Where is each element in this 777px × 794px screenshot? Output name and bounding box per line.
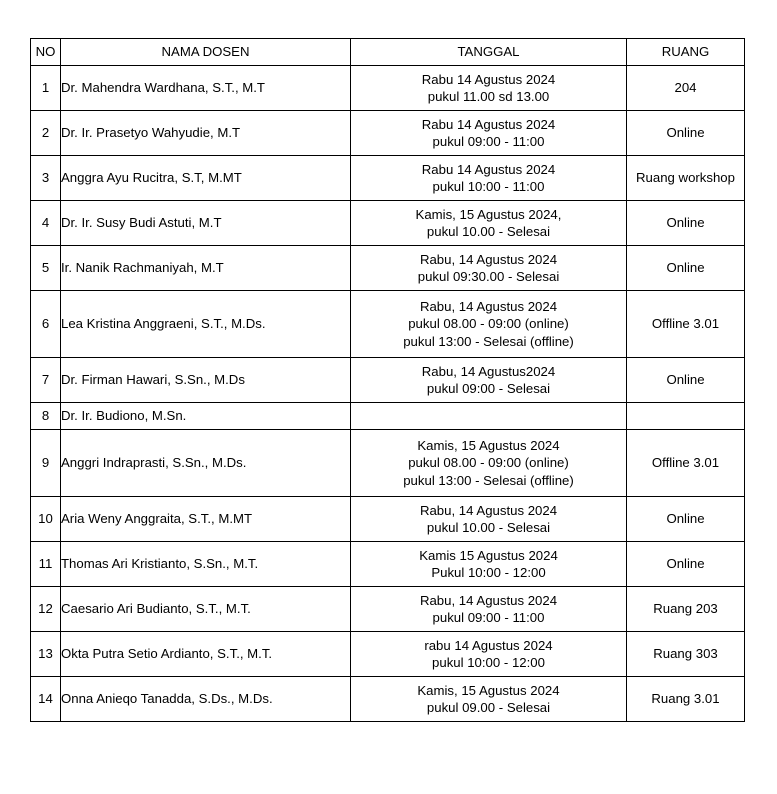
cell-nama-dosen: Anggri Indraprasti, S.Sn., M.Ds. — [61, 430, 351, 497]
cell-nama-dosen: Dr. Mahendra Wardhana, S.T., M.T — [61, 66, 351, 111]
tanggal-line: pukul 10:00 - 11:00 — [432, 179, 545, 194]
cell-tanggal — [351, 497, 627, 542]
tanggal-line: rabu 14 Agustus 2024 — [424, 637, 553, 653]
table-row — [31, 66, 745, 111]
cell-no: 14 — [31, 677, 61, 722]
schedule-table-body — [31, 39, 745, 722]
table-row — [31, 201, 745, 246]
table-header-row — [31, 39, 745, 66]
cell-no: 8 — [31, 403, 61, 430]
schedule-table-container — [30, 38, 744, 722]
table-row — [31, 587, 745, 632]
header-no: NO — [31, 39, 61, 66]
tanggal-line: pukul 09:00 - 11:00 — [432, 134, 545, 149]
cell-ruang: Online — [627, 111, 745, 156]
cell-no: 1 — [31, 66, 61, 111]
cell-ruang: Ruang 303 — [627, 632, 745, 677]
table-row — [31, 358, 745, 403]
cell-nama-dosen: Dr. Ir. Susy Budi Astuti, M.T — [61, 201, 351, 246]
tanggal-line: pukul 09.00 - Selesai — [426, 700, 551, 715]
cell-ruang: Online — [627, 542, 745, 587]
header-nama-dosen: NAMA DOSEN — [61, 39, 351, 66]
cell-ruang: Online — [627, 358, 745, 403]
tanggal-line: pukul 10.00 - Selesai — [426, 520, 551, 535]
schedule-table — [30, 38, 745, 722]
tanggal-line: Rabu, 14 Agustus 2024 — [419, 592, 558, 608]
header-tanggal: TANGGAL — [351, 39, 627, 66]
cell-ruang: Online — [627, 246, 745, 291]
cell-ruang: Ruang workshop — [627, 156, 745, 201]
tanggal-line: Rabu, 14 Agustus 2024 — [419, 251, 558, 267]
tanggal-line: Kamis, 15 Agustus 2024, — [415, 206, 562, 222]
cell-tanggal — [351, 201, 627, 246]
cell-no: 13 — [31, 632, 61, 677]
tanggal-line: Rabu 14 Agustus 2024 — [421, 161, 556, 177]
cell-nama-dosen: Dr. Ir. Budiono, M.Sn. — [61, 403, 351, 430]
cell-nama-dosen: Dr. Ir. Prasetyo Wahyudie, M.T — [61, 111, 351, 156]
table-row — [31, 111, 745, 156]
cell-tanggal — [351, 111, 627, 156]
cell-tanggal — [351, 430, 627, 497]
tanggal-line: pukul 10:00 - 12:00 — [432, 655, 545, 670]
tanggal-line: Kamis, 15 Agustus 2024 — [417, 437, 560, 453]
cell-ruang: Online — [627, 201, 745, 246]
tanggal-line: Rabu 14 Agustus 2024 — [421, 116, 556, 132]
cell-tanggal — [351, 358, 627, 403]
cell-ruang: Ruang 3.01 — [627, 677, 745, 722]
cell-nama-dosen: Caesario Ari Budianto, S.T., M.T. — [61, 587, 351, 632]
tanggal-line: Pukul 10:00 - 12:00 — [431, 565, 546, 580]
tanggal-line: pukul 13:00 - Selesai (offline) — [403, 472, 574, 488]
cell-nama-dosen: Okta Putra Setio Ardianto, S.T., M.T. — [61, 632, 351, 677]
cell-nama-dosen: Anggra Ayu Rucitra, S.T, M.MT — [61, 156, 351, 201]
cell-ruang — [627, 403, 745, 430]
cell-tanggal — [351, 632, 627, 677]
cell-nama-dosen: Aria Weny Anggraita, S.T., M.MT — [61, 497, 351, 542]
cell-tanggal — [351, 66, 627, 111]
tanggal-line: pukul 11.00 sd 13.00 — [427, 89, 550, 104]
cell-ruang: Ruang 203 — [627, 587, 745, 632]
table-row — [31, 156, 745, 201]
table-row — [31, 497, 745, 542]
cell-ruang: Online — [627, 497, 745, 542]
table-row — [31, 430, 745, 497]
table-row — [31, 291, 745, 358]
table-row — [31, 677, 745, 722]
cell-no: 10 — [31, 497, 61, 542]
cell-ruang: Offline 3.01 — [627, 291, 745, 358]
tanggal-line: Rabu 14 Agustus 2024 — [421, 71, 556, 87]
cell-tanggal — [351, 587, 627, 632]
tanggal-line: pukul 09:30.00 - Selesai — [417, 269, 560, 284]
cell-no: 7 — [31, 358, 61, 403]
cell-tanggal — [351, 542, 627, 587]
cell-no: 11 — [31, 542, 61, 587]
cell-no: 3 — [31, 156, 61, 201]
table-row — [31, 403, 745, 430]
table-row — [31, 542, 745, 587]
table-row — [31, 632, 745, 677]
tanggal-line: pukul 08.00 - 09:00 (online) — [408, 316, 569, 332]
cell-no: 12 — [31, 587, 61, 632]
cell-no: 5 — [31, 246, 61, 291]
cell-tanggal — [351, 677, 627, 722]
cell-no: 2 — [31, 111, 61, 156]
tanggal-line: Kamis 15 Agustus 2024 — [419, 547, 558, 563]
tanggal-line: Rabu, 14 Agustus2024 — [421, 363, 556, 379]
tanggal-line: Rabu, 14 Agustus 2024 — [419, 502, 558, 518]
cell-no: 9 — [31, 430, 61, 497]
tanggal-line: pukul 09:00 - 11:00 — [432, 610, 545, 625]
cell-ruang: Offline 3.01 — [627, 430, 745, 497]
cell-nama-dosen: Thomas Ari Kristianto, S.Sn., M.T. — [61, 542, 351, 587]
cell-no: 4 — [31, 201, 61, 246]
cell-nama-dosen: Dr. Firman Hawari, S.Sn., M.Ds — [61, 358, 351, 403]
cell-nama-dosen: Ir. Nanik Rachmaniyah, M.T — [61, 246, 351, 291]
tanggal-line: pukul 09:00 - Selesai — [426, 381, 551, 396]
table-row — [31, 246, 745, 291]
cell-nama-dosen: Lea Kristina Anggraeni, S.T., M.Ds. — [61, 291, 351, 358]
tanggal-line: Kamis, 15 Agustus 2024 — [417, 682, 560, 698]
cell-tanggal — [351, 156, 627, 201]
cell-nama-dosen: Onna Anieqo Tanadda, S.Ds., M.Ds. — [61, 677, 351, 722]
cell-tanggal — [351, 403, 627, 430]
tanggal-line: pukul 10.00 - Selesai — [426, 224, 551, 239]
cell-ruang: 204 — [627, 66, 745, 111]
cell-tanggal — [351, 246, 627, 291]
cell-tanggal — [351, 291, 627, 358]
tanggal-line: pukul 08.00 - 09:00 (online) — [408, 455, 569, 471]
header-ruang: RUANG — [627, 39, 745, 66]
cell-no: 6 — [31, 291, 61, 358]
tanggal-line: Rabu, 14 Agustus 2024 — [419, 298, 558, 314]
tanggal-line: pukul 13:00 - Selesai (offline) — [403, 333, 574, 349]
